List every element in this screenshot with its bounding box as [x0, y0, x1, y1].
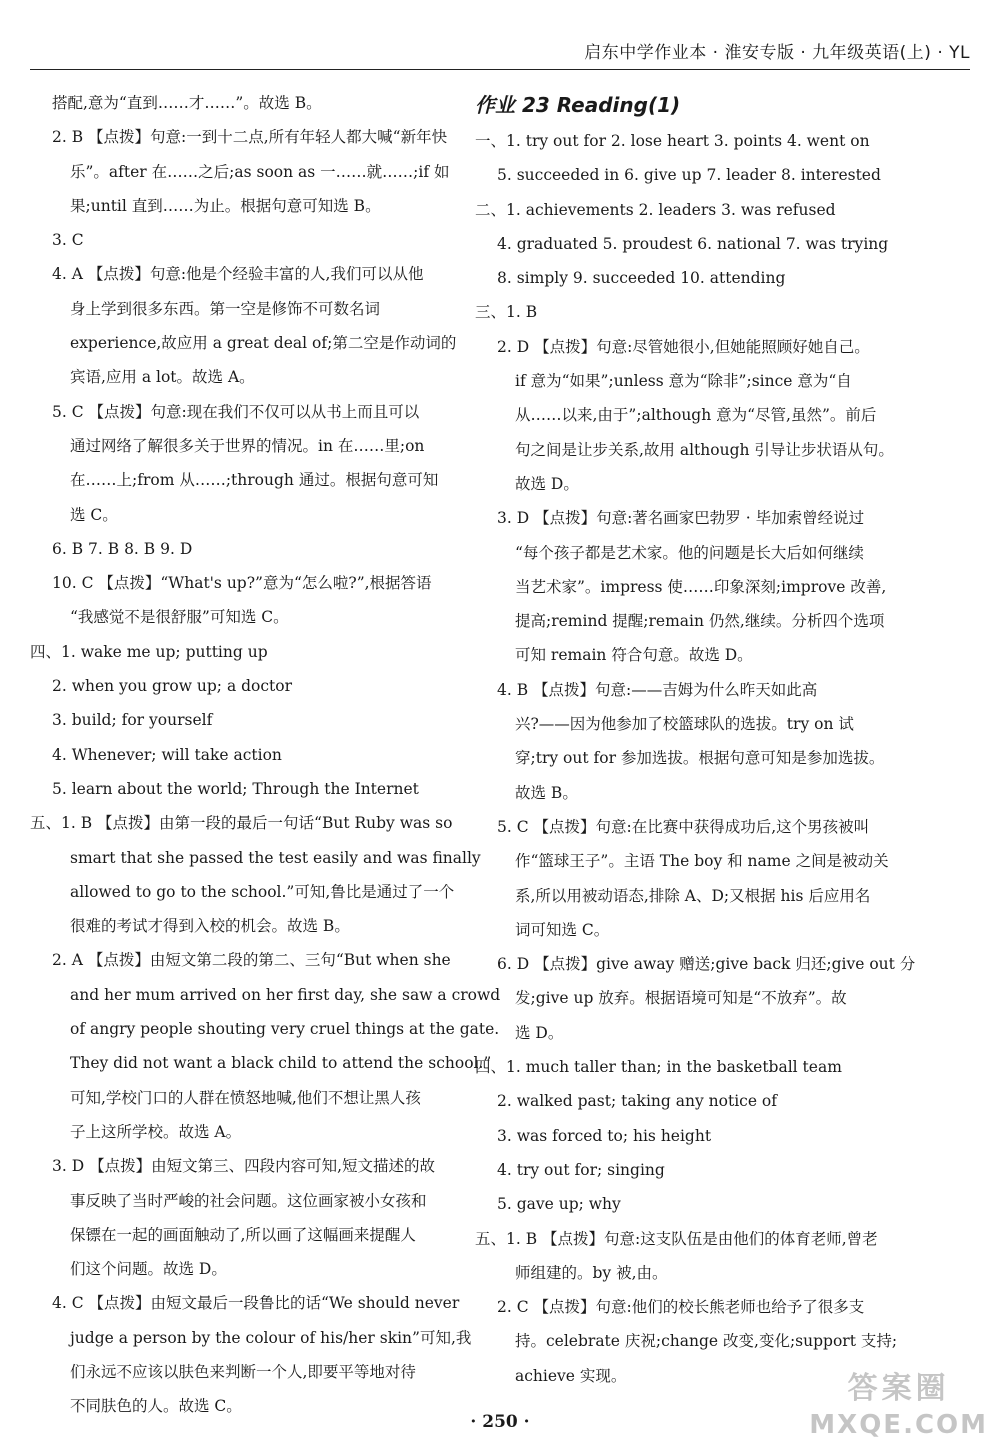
text-line: 4. graduated 5. proudest 6. national 7. was trying	[497, 234, 889, 253]
text-line: 2. when you grow up; a doctor	[52, 677, 293, 696]
text-line: 穿;try out for 参加选拔。根据句意可知是参加选拔。	[515, 749, 885, 768]
text-line: 8. simply 9. succeeded 10. attending	[497, 269, 786, 288]
text-line: achieve 实现。	[515, 1366, 627, 1385]
text-line: 4. try out for; singing	[497, 1160, 665, 1179]
text-line: 四、1. much taller than; in the basketball team	[475, 1058, 842, 1077]
text-line: 系,所以用被动语态,排除 A、D;又根据 his 后应用名	[515, 886, 871, 905]
text-line: 持。celebrate 庆祝;change 改变,变化;support 支持;	[515, 1332, 898, 1351]
text-line: 五、1. B 【点拨】由第一段的最后一句话“But Ruby was so	[30, 814, 453, 833]
text-line: 5. succeeded in 6. give up 7. leader 8. interested	[497, 166, 881, 185]
text-line: experience,故应用 a great deal of;第二空是作动词的	[70, 334, 457, 353]
text-line: 事反映了当时严峻的社会问题。这位画家被小女孩和	[70, 1191, 427, 1210]
text-line: 四、1. wake me up; putting up	[30, 642, 268, 661]
text-line: 2. B 【点拨】句意:一到十二点,所有年轻人都大喊“新年快	[52, 128, 448, 147]
text-line: 很难的考试才得到入校的机会。故选 B。	[70, 917, 350, 936]
text-line: 作“篮球王子”。主语 The boy 和 name 之间是被动关	[515, 852, 889, 871]
text-line: if 意为“如果”;unless 意为“除非”;since 意为“自	[515, 372, 852, 391]
text-line: 5. gave up; why	[497, 1195, 621, 1214]
text-line: 可知,学校门口的人群在愤怒地喊,他们不想让黑人孩	[70, 1088, 421, 1107]
text-line: 兴?——因为他参加了校篮球队的选拔。try on 试	[515, 715, 854, 734]
text-line: 6. D 【点拨】give away 赠送;give back 归还;give out 分	[497, 955, 916, 974]
text-line: and her mum arrived on her first day, she saw a crowd	[70, 985, 501, 1004]
section-title: 作业 23 Reading(1)	[475, 93, 681, 117]
text-line: 2. C 【点拨】句意:他们的校长熊老师也给予了很多支	[497, 1298, 865, 1317]
text-line: 4. B 【点拨】句意:——吉姆为什么昨天如此高	[497, 680, 818, 699]
text-line: 乐”。after 在……之后;as soon as 一……就……;if 如	[70, 162, 450, 181]
text-line: of angry people shouting very cruel things at the gate.	[70, 1020, 500, 1039]
text-line: “每个孩子都是艺术家。他的问题是长大后如何继续	[515, 543, 864, 562]
text-line: 故选 D。	[515, 474, 579, 493]
text-line: 不同肤色的人。故选 C。	[70, 1397, 242, 1416]
page-number: · 250 ·	[470, 1412, 530, 1432]
text-line: “我感觉不是很舒服”可知选 C。	[70, 608, 289, 627]
text-line: 通过网络了解很多关于世界的情况。in 在……里;on	[70, 436, 425, 455]
text-line: 2. walked past; taking any notice of	[497, 1092, 777, 1111]
text-line: 5. C 【点拨】句意:在比赛中获得成功后,这个男孩被叫	[497, 817, 870, 836]
text-line: 4. Whenever; will take action	[52, 745, 282, 764]
text-line: 10. C 【点拨】“What's up?”意为“怎么啦?”,根据答语	[52, 574, 432, 593]
text-line: smart that she passed the test easily and was finally	[70, 848, 481, 867]
text-line: 3. was forced to; his height	[497, 1126, 712, 1145]
left-column	[30, 86, 501, 1424]
text-line: 们这个问题。故选 D。	[70, 1260, 227, 1279]
text-line: 宾语,应用 a lot。故选 A。	[70, 368, 255, 387]
text-line: 5. learn about the world; Through the Internet	[52, 779, 419, 798]
text-line: 词可知选 C。	[515, 920, 610, 939]
text-line: judge a person by the colour of his/her skin”可知,我	[70, 1328, 472, 1347]
text-line: 们永远不应该以肤色来判断一个人,即要平等地对待	[70, 1362, 416, 1381]
text-line: 保镖在一起的画面触动了,所以画了这幅画来提醒人	[70, 1225, 416, 1244]
text-line: 搭配,意为“直到……才……”。故选 B。	[52, 94, 322, 112]
text-line: 可知 remain 符合句意。故选 D。	[515, 646, 753, 665]
text-line: 选 D。	[515, 1023, 564, 1042]
watermark-logo	[809, 1371, 988, 1443]
text-line: 6. B 7. B 8. B 9. D	[52, 539, 193, 558]
text-line: 4. A 【点拨】句意:他是个经验丰富的人,我们可以从他	[52, 265, 424, 284]
right-column	[475, 86, 920, 1393]
text-line: 从……以来,由于”;although 意为“尽管,虽然”。前后	[515, 406, 877, 425]
header-rule	[30, 69, 970, 70]
right-lines	[475, 124, 920, 1393]
text-line: 子上这所学校。故选 A。	[70, 1122, 242, 1141]
text-line: 三、1. B	[475, 303, 538, 322]
text-line: 二、1. achievements 2. leaders 3. was refused	[475, 200, 836, 219]
text-line: 3. D 【点拨】句意:著名画家巴勃罗 · 毕加索曾经说过	[497, 509, 865, 528]
text-line: 果;until 直到……为止。根据句意可知选 B。	[70, 196, 381, 215]
text-line: 提高;remind 提醒;remain 仍然,继续。分析四个选项	[515, 612, 885, 631]
text-line: 故选 B。	[515, 783, 578, 802]
text-line: 一、1. try out for 2. lose heart 3. points 4. went on	[475, 132, 870, 150]
header-title: 启东中学作业本 · 淮安专版 · 九年级英语(上) · YL	[584, 43, 970, 63]
text-line: 句之间是让步关系,故用 although 引导让步状语从句。	[515, 440, 894, 459]
text-line: 在……上;from 从……;through 通过。根据句意可知	[70, 471, 439, 490]
text-line: 3. D 【点拨】由短文第三、四段内容可知,短文描述的故	[52, 1157, 435, 1176]
text-line: 4. C 【点拨】由短文最后一段鲁比的话“We should never	[52, 1294, 460, 1313]
text-line: 2. A 【点拨】由短文第二段的第二、三句“But when she	[52, 951, 451, 970]
watermark-text-bottom: MXQE.COM	[809, 1410, 988, 1440]
text-line: 身上学到很多东西。第一空是修饰不可数名词	[70, 299, 381, 318]
text-line: 当艺术家”。impress 使……印象深刻;improve 改善,	[515, 577, 887, 596]
text-line: 3. build; for yourself	[52, 711, 213, 730]
text-line: allowed to go to the school.”可知,鲁比是通过了一个	[70, 882, 455, 901]
text-line: 五、1. B 【点拨】句意:这支队伍是由他们的体育老师,曾老	[475, 1229, 878, 1248]
text-line: 3. C	[52, 231, 84, 250]
text-line: 发;give up 放弃。根据语境可知是“不放弃”。故	[515, 989, 847, 1008]
text-line: 2. D 【点拨】句意:尽管她很小,但她能照顾好她自己。	[497, 337, 870, 356]
page-header	[30, 36, 970, 70]
text-line: 5. C 【点拨】句意:现在我们不仅可以从书上而且可以	[52, 402, 420, 421]
text-line: 选 C。	[70, 505, 118, 524]
text-line: They did not want a black child to attend the school.”	[70, 1054, 492, 1073]
watermark-text-top: 答案圈	[847, 1371, 950, 1406]
text-line: 师组建的。by 被,由。	[515, 1263, 668, 1282]
